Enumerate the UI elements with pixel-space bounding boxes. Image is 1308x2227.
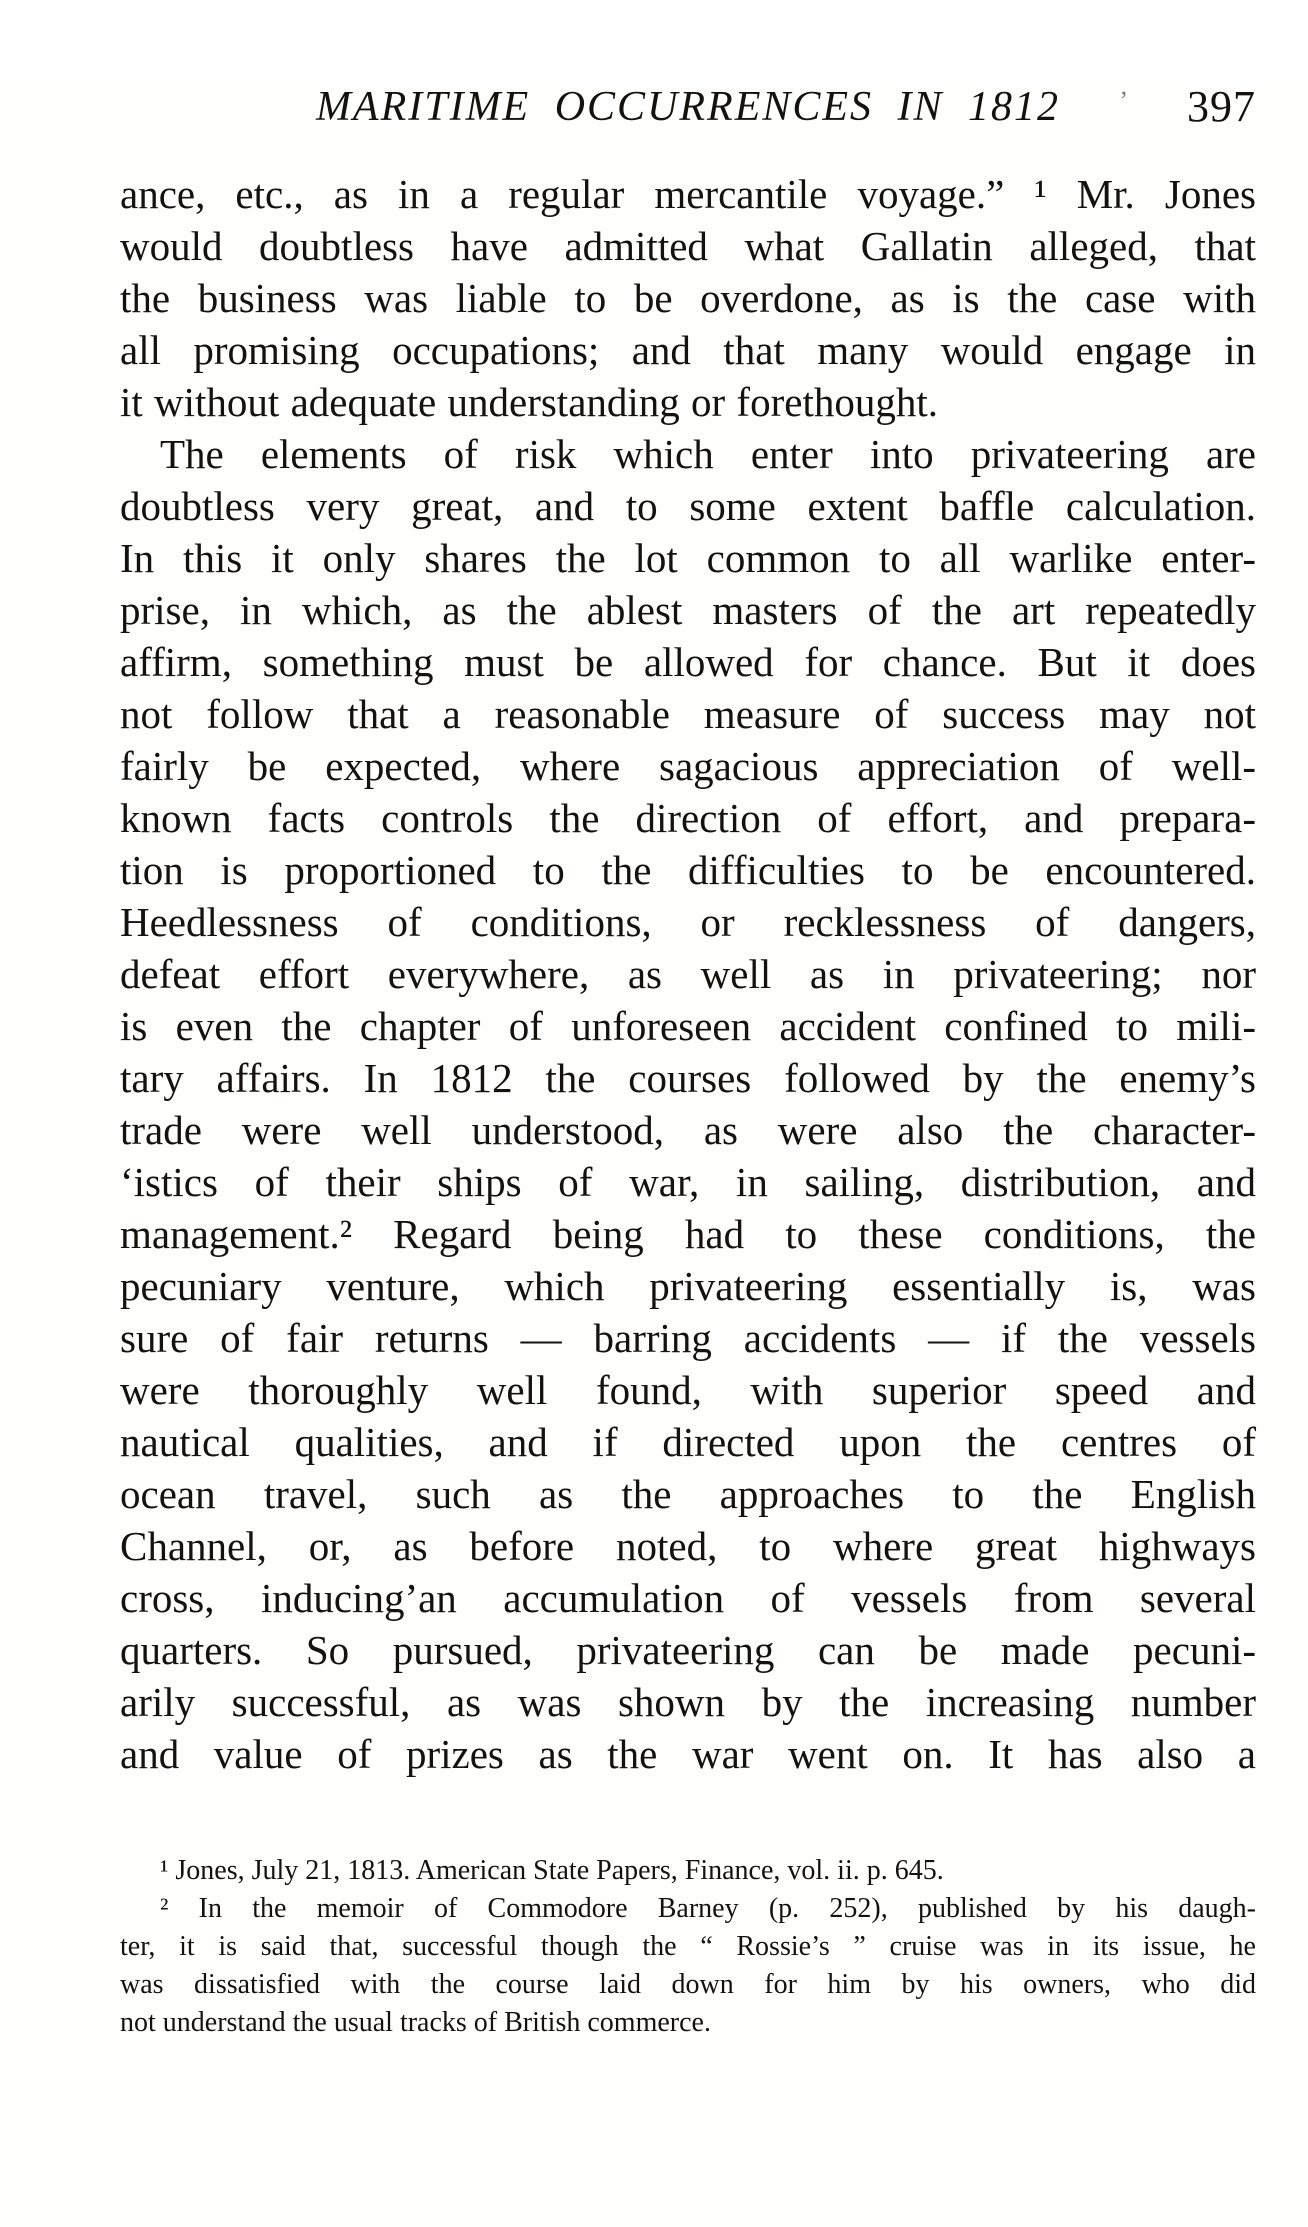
text-line: prise, in which, as the ablest masters of the art repeatedly [120, 587, 1256, 633]
text-line: sure of fair returns — barring accidents — if the vessels [120, 1315, 1256, 1361]
text-line: fairly be expected, where sagacious appreciation of well- [120, 743, 1256, 789]
text-line: all promising occupations; and that many would engage in [120, 327, 1256, 373]
text-line: pecuniary venture, which privateering essentially is, was [120, 1263, 1256, 1309]
running-title: MARITIME OCCURRENCES IN 1812 [315, 84, 1061, 130]
text-line: affirm, something must be allowed for chance. But it does [120, 639, 1256, 685]
text-line: management.² Regard being had to these conditions, the [120, 1211, 1256, 1257]
text-line: In this it only shares the lot common to all warlike enter- [120, 535, 1256, 581]
text-line: not understand the usual tracks of British commerce. [120, 2007, 711, 2038]
text-line: not follow that a reasonable measure of success may not [120, 691, 1256, 737]
text-line: ance, etc., as in a regular mercantile voyage.” ¹ Mr. Jones [120, 171, 1256, 217]
text-line: Channel, or, as before noted, to where great highways [120, 1523, 1256, 1569]
text-line: were thoroughly well found, with superior speed and [120, 1367, 1256, 1413]
text-line: doubtless very great, and to some extent baffle calculation. [120, 483, 1256, 529]
text-line: nautical qualities, and if directed upon the centres of [120, 1419, 1256, 1465]
text-line: is even the chapter of unforeseen accident confined to mili- [120, 1003, 1256, 1049]
text-line: trade were well understood, as were also the character- [120, 1107, 1256, 1153]
text-line: defeat effort everywhere, as well as in privateering; nor [120, 951, 1256, 997]
page-header [120, 84, 1256, 130]
text-line: and value of prizes as the war went on. It has also a [120, 1731, 1256, 1777]
paragraph-main [120, 428, 1256, 1780]
text-line: ter, it is said that, successful though the “ Rossie’s ” cruise was in its issue, he [120, 1931, 1256, 1962]
text-line: The elements of risk which enter into privateering are [160, 431, 1256, 477]
text-line: tary affairs. In 1812 the courses followed by the enemy’s [120, 1055, 1256, 1101]
text-line: was dissatisfied with the course laid down for him by his owners, who did [120, 1969, 1256, 2000]
text-line: cross, inducing’an accumulation of vessels from several [120, 1575, 1256, 1621]
text-line: it without adequate understanding or forethought. [120, 379, 938, 425]
text-line: quarters. So pursued, privateering can be made pecuni- [120, 1627, 1256, 1673]
text-line: tion is proportioned to the difficulties to be encountered. [120, 847, 1256, 893]
text-line: arily successful, as was shown by the increasing number [120, 1679, 1256, 1725]
text-line: would doubtless have admitted what Gallatin alleged, that [120, 223, 1256, 269]
book-page [0, 84, 1308, 2227]
body-text [120, 168, 1256, 1780]
paragraph-continuation [120, 168, 1256, 428]
text-line: Heedlessness of conditions, or recklessness of dangers, [120, 899, 1256, 945]
text-line: ¹ Jones, July 21, 1813. American State Papers, Finance, vol. ii. p. 645. [160, 1855, 944, 1886]
page-number: 397 [1187, 82, 1256, 131]
text-line: known facts controls the direction of effort, and prepara- [120, 795, 1256, 841]
text-line: ocean travel, such as the approaches to the English [120, 1471, 1256, 1517]
text-line: the business was liable to be overdone, as is the case with [120, 275, 1256, 321]
text-line: ‘istics of their ships of war, in sailing, distribution, and [120, 1159, 1256, 1205]
text-line: ² In the memoir of Commodore Barney (p. 252), published by his daugh- [160, 1893, 1256, 1924]
footnotes-section [120, 1852, 1256, 2042]
print-artifact-mark: ’ [1119, 86, 1128, 115]
